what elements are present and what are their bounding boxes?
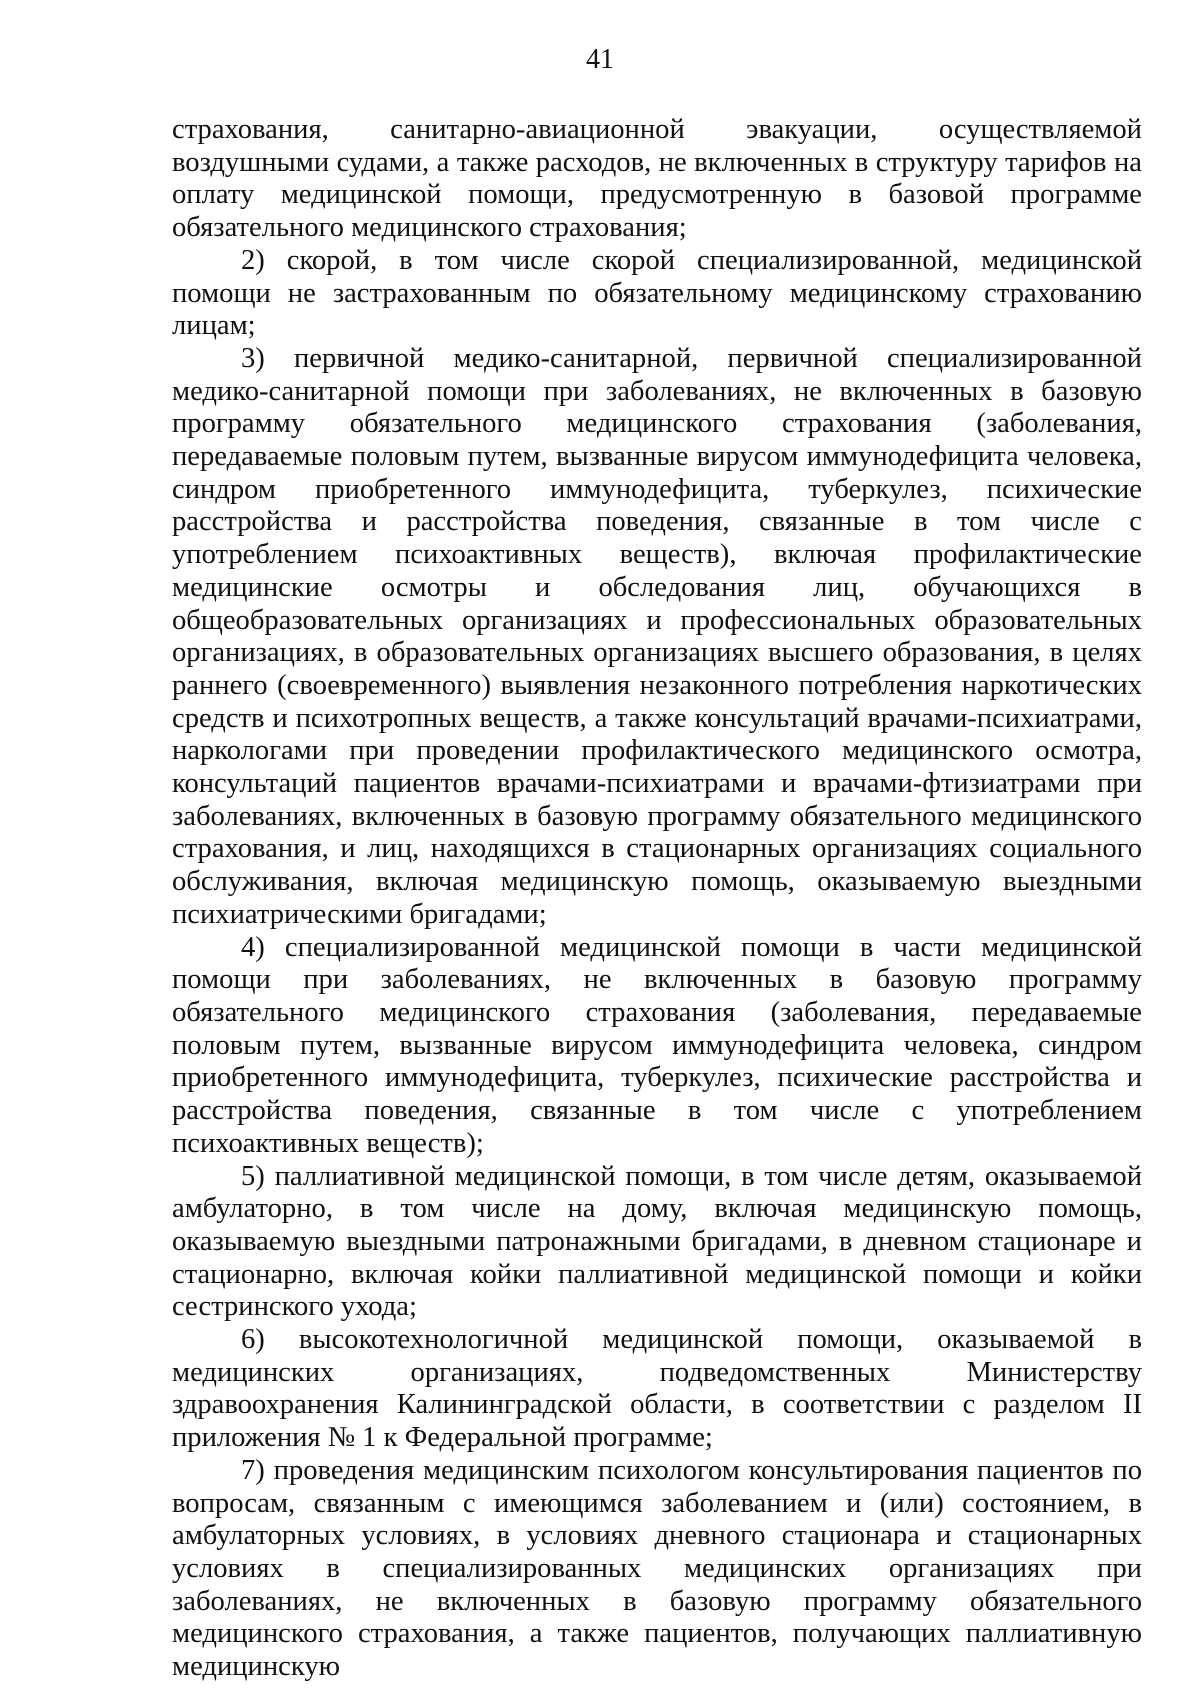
paragraph-item-2: 2) скорой, в том числе скорой специализированной, медицинской помощи не застрахованным по обязательному медицинскому страхованию лицам; bbox=[172, 244, 1142, 342]
paragraph-item-4: 4) специализированной медицинской помощи в части медицинской помощи при заболеваниях, не включенных в базовую программу обязательного медицинского страхования (заболевания, передаваемые половым путем, вызванные вирусом иммунодефицита человека, синдром приобретенного иммунодефицита, туберкулез, психические расстройства и расстройства поведения, связанные в том числе с употреблением психоактивных веществ); bbox=[172, 931, 1142, 1159]
paragraph-continuation: страхования, санитарно-авиационной эвакуации, осуществляемой воздушными судами, а также расходов, не включенных в структуру тарифов на оплату медицинской помощи, предусмотренную в базовой программе обязательного медицинского страхования; bbox=[172, 114, 1142, 244]
paragraph-item-6: 6) высокотехнологичной медицинской помощи, оказываемой в медицинских организациях, подведомственных Министерству здравоохранения Калининградской области, в соответствии с разделом II приложения № 1 к Федеральной программе; bbox=[172, 1324, 1142, 1454]
paragraph-item-5: 5) паллиативной медицинской помощи, в том числе детям, оказываемой амбулаторно, в том числе на дому, включая медицинскую помощь, оказываемую выездными патронажными бригадами, в дневном стационаре и стационарно, включая койки паллиативной медицинской помощи и койки сестринского ухода; bbox=[172, 1160, 1142, 1323]
paragraph-item-3: 3) первичной медико-санитарной, первичной специализированной медико-санитарной помощи при заболеваниях, не включенных в базовую программу обязательного медицинского страхования (заболевания, передаваемые половым путем, вызванные вирусом иммунодефицита человека, синдром приобретенного иммунодефицита, туберкулез, психические расстройства и расстройства поведения, связанные в том числе с употреблением психоактивных веществ), включая профилактические медицинские осмотры и обследования лиц, обучающихся в общеобразовательных организациях и профессиональных образовательных организациях, в образовательных организациях высшего образования, в целях раннего (своевременного) выявления незаконного потребления наркотических средств и психотропных веществ, а также консультаций врачами-психиатрами, наркологами при проведении профилактического медицинского осмотра, консультаций пациентов врачами-психиатрами и врачами-фтизиатрами при заболеваниях, включенных в базовую программу обязательного медицинского страхования, и лиц, находящихся в стационарных организациях социального обслуживания, включая медицинскую помощь, оказываемую выездными психиатрическими бригадами; bbox=[172, 342, 1142, 930]
document-body bbox=[172, 114, 1142, 1684]
page-number: 41 bbox=[586, 44, 614, 75]
paragraph-item-7: 7) проведения медицинским психологом консультирования пациентов по вопросам, связанным с имеющимся заболеванием и (или) состоянием, в амбулаторных условиях, в условиях дневного стационара и стационарных условиях в специализированных медицинских организациях при заболеваниях, не включенных в базовую программу обязательного медицинского страхования, а также пациентов, получающих паллиативную медицинскую bbox=[172, 1454, 1142, 1683]
